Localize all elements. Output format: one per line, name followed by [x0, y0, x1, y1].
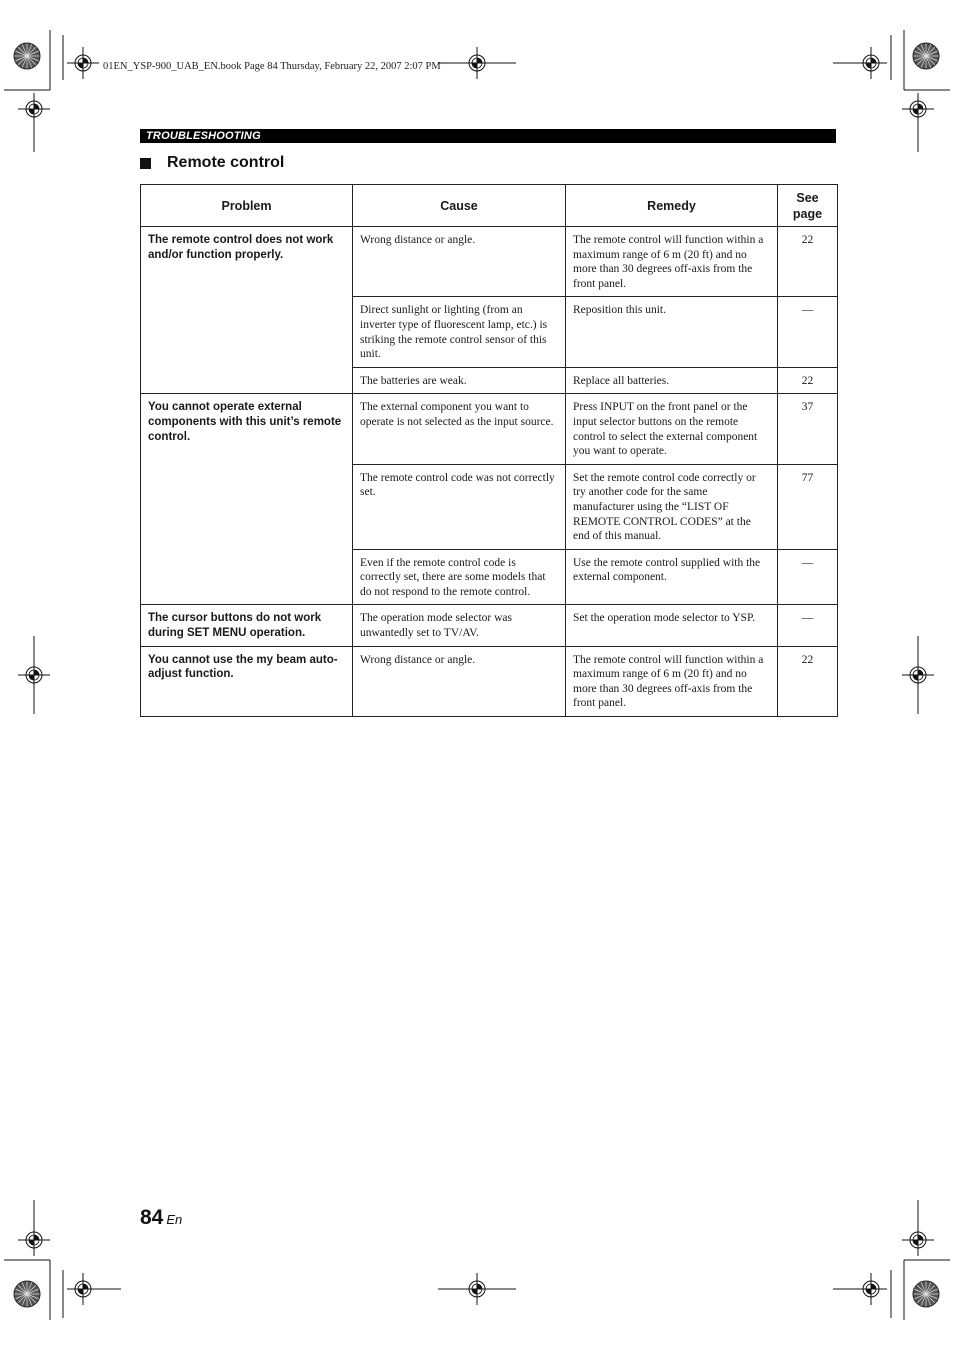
column-header-remedy: Remedy	[566, 185, 778, 227]
column-header-cause: Cause	[353, 185, 566, 227]
section-heading	[140, 154, 284, 172]
table-row	[141, 646, 838, 716]
cause-cell: The external component you want to operate is not selected as the input source.	[353, 394, 566, 464]
problem-cell: You cannot operate external components with this unit’s remote control.	[141, 394, 353, 605]
page-ref-cell: 22	[778, 367, 838, 394]
page-ref-cell: —	[778, 605, 838, 646]
table-row	[141, 227, 838, 297]
table-row	[141, 605, 838, 646]
page-ref-cell: 22	[778, 227, 838, 297]
cause-cell: The operation mode selector was unwantedly set to TV/AV.	[353, 605, 566, 646]
remedy-cell: Set the operation mode selector to YSP.	[566, 605, 778, 646]
remedy-cell: The remote control will function within a maximum range of 6 m (20 ft) and no more than 30 degrees off-axis from the front panel.	[566, 227, 778, 297]
remedy-cell: Press INPUT on the front panel or the input selector buttons on the remote control to select the external component you want to operate.	[566, 394, 778, 464]
remedy-cell: Use the remote control supplied with the external component.	[566, 549, 778, 605]
cause-cell: The remote control code was not correctly set.	[353, 464, 566, 549]
square-bullet-icon	[140, 158, 151, 169]
page-language: En	[166, 1212, 183, 1227]
page-ref-cell: 77	[778, 464, 838, 549]
page-ref-cell: —	[778, 297, 838, 367]
page-number-value: 84	[140, 1206, 164, 1229]
cause-cell: Wrong distance or angle.	[353, 646, 566, 716]
page-number	[140, 1206, 182, 1230]
page-ref-cell: 37	[778, 394, 838, 464]
cause-cell: Direct sunlight or lighting (from an inverter type of fluorescent lamp, etc.) is striking the remote control sensor of this unit.	[353, 297, 566, 367]
print-header: 01EN_YSP-900_UAB_EN.book Page 84 Thursday, February 22, 2007 2:07 PM	[103, 61, 441, 72]
remedy-cell: The remote control will function within a maximum range of 6 m (20 ft) and no more than 30 degrees off-axis from the front panel.	[566, 646, 778, 716]
troubleshooting-table	[140, 184, 838, 717]
remedy-cell: Reposition this unit.	[566, 297, 778, 367]
column-header-problem: Problem	[141, 185, 353, 227]
section-label: TROUBLESHOOTING	[146, 130, 261, 142]
problem-cell: The cursor buttons do not work during SET MENU operation.	[141, 605, 353, 646]
page-ref-cell: 22	[778, 646, 838, 716]
heading-text: Remote control	[167, 154, 285, 171]
problem-cell: The remote control does not work and/or function properly.	[141, 227, 353, 394]
problem-cell: You cannot use the my beam auto-adjust function.	[141, 646, 353, 716]
table-header-row	[141, 185, 838, 227]
remedy-cell: Replace all batteries.	[566, 367, 778, 394]
cause-cell: The batteries are weak.	[353, 367, 566, 394]
section-bar	[140, 129, 836, 143]
page-ref-cell: —	[778, 549, 838, 605]
column-header-see-page: See page	[778, 185, 838, 227]
remedy-cell: Set the remote control code correctly or try another code for the same manufacturer using the “LIST OF REMOTE CONTROL CODES” at the end of this manual.	[566, 464, 778, 549]
cause-cell: Wrong distance or angle.	[353, 227, 566, 297]
table-row	[141, 394, 838, 464]
cause-cell: Even if the remote control code is correctly set, there are some models that do not respond to the remote control.	[353, 549, 566, 605]
